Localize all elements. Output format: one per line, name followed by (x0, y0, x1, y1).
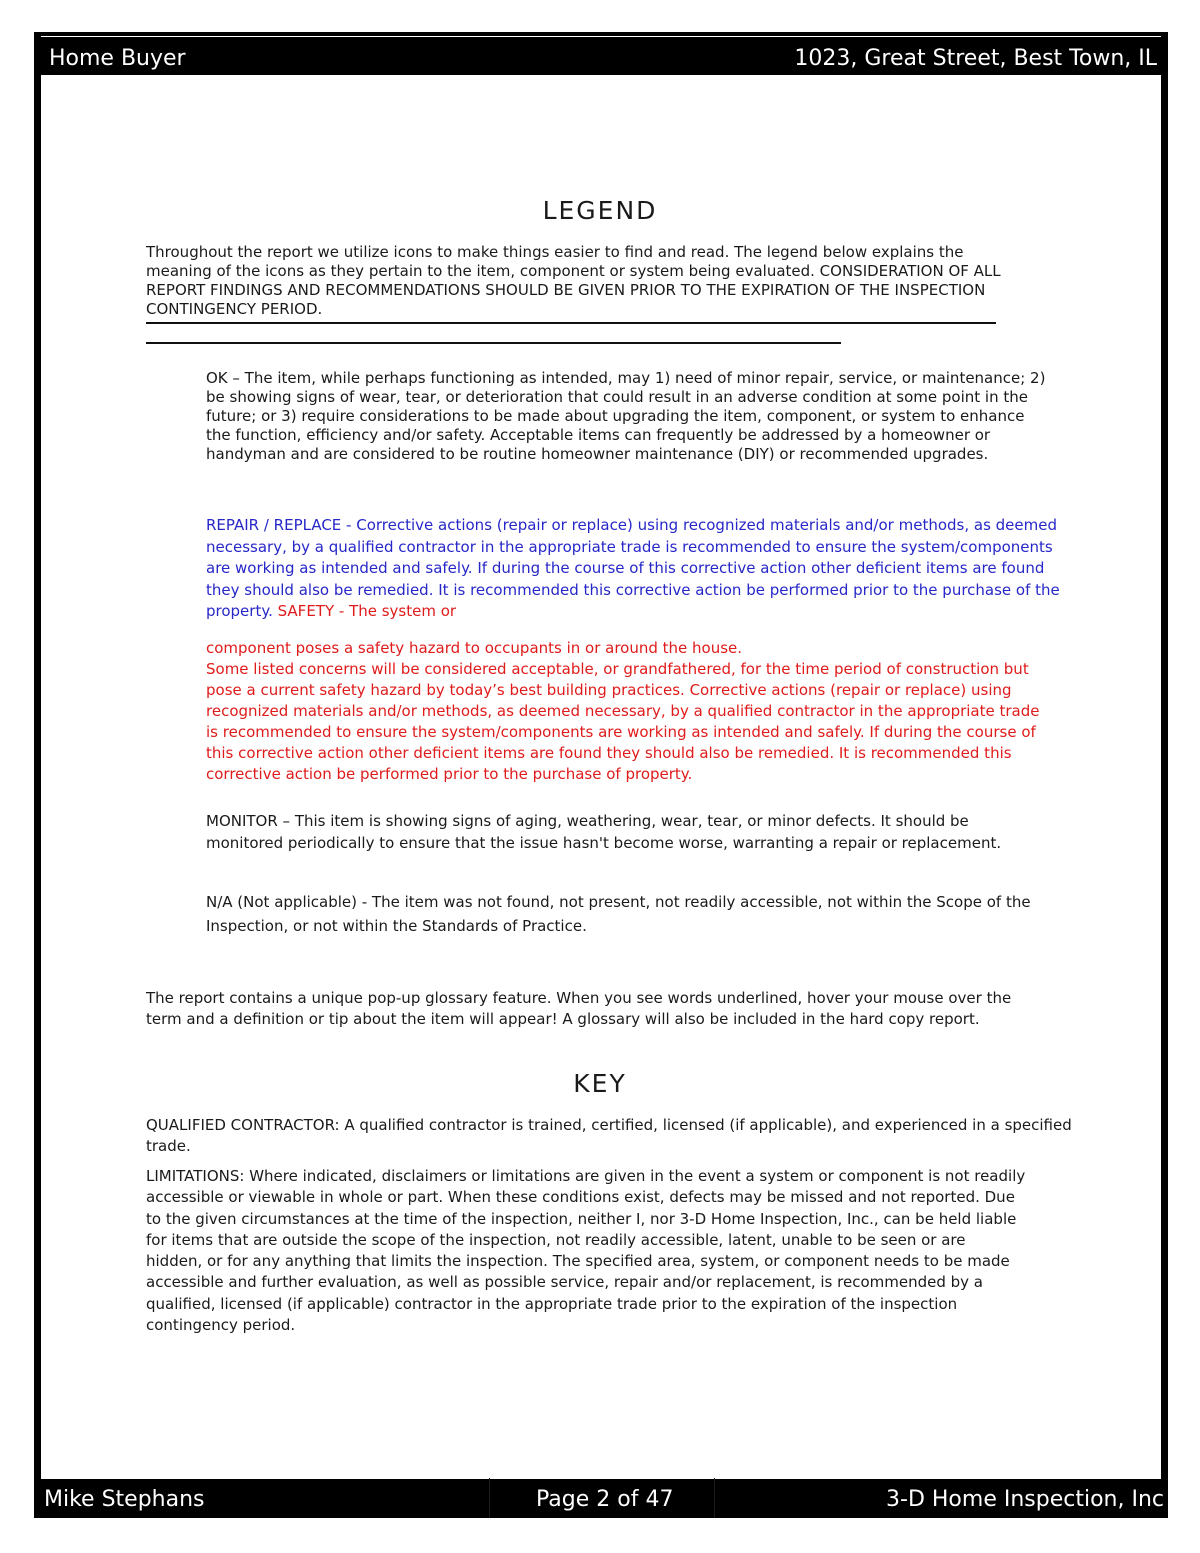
legend-ok-definition: OK – The item, while perhaps functioning as intended, may 1) need of minor repair, service, or maintenance; 2) be showing signs of wear, tear, or deterioration that could result in an adverse condition at some point in the future; or 3) require considerations to be made about upgrading the item, component, or system to enhance the function, efficiency and/or safety. Acceptable items can frequently be addressed by a homeowner or handyman and are considered to be routine homeowner maintenance (DIY) or recommended upgrades. (206, 369, 1046, 463)
footer-divider (714, 1478, 715, 1518)
divider-rule (146, 322, 996, 324)
header-client-name: Home Buyer (49, 46, 186, 71)
safety-body: Some listed concerns will be considered acceptable, or grandfathered, for the time period of construction but pose a current safety hazard by today’s best building practices. Corrective actions (repair or replace) using recognized materials and/or methods, as deemed necessary, by a qualified contractor in the appropriate trade is recommended to ensure the system/components are working as intended and safely. If during the course of this corrective action other deficient items are found they should also be remedied. It is recommended this corrective action be performed prior to the purchase of property. (206, 660, 1040, 783)
legend-repair-replace-definition (206, 515, 1078, 623)
key-qualified-contractor: QUALIFIED CONTRACTOR: A qualified contractor is trained, certified, licensed (if applicable), and experienced in a specified trade. (146, 1116, 1072, 1155)
repair-text: REPAIR / REPLACE - Corrective actions (repair or replace) using recognized materials and/or methods, as deemed necessary, by a qualified contractor in the appropriate trade is recommended to ensure the system/components are working as intended and safely. If during the course of this corrective action other deficient items are found they should also be remedied. It is recommended this corrective action be performed prior to the purchase of the property. (206, 516, 1060, 620)
glossary-note: The report contains a unique pop-up glossary feature. When you see words underlined, hover your mouse over the term and a definition or tip about the item will appear! A glossary will also be included in the hard copy report. (146, 989, 1012, 1028)
divider-rule (146, 342, 841, 344)
key-heading: KEY (573, 1069, 627, 1098)
header-property-address: 1023, Great Street, Best Town, IL (794, 46, 1157, 71)
footer-page-number: Page 2 of 47 (536, 1487, 674, 1512)
legend-safety-definition (206, 638, 1056, 785)
footer-company-name: 3-D Home Inspection, Inc (886, 1487, 1164, 1512)
safety-label-inline: SAFETY - The system or (277, 602, 457, 620)
legend-monitor-definition: MONITOR – This item is showing signs of aging, weathering, wear, tear, or minor defects. It should be monitored periodically to ensure that the issue hasn't become worse, warranting a repair or replacement. (206, 812, 1002, 852)
key-limitations: LIMITATIONS: Where indicated, disclaimers or limitations are given in the event a system or component is not readily accessible or viewable in whole or part. When these conditions exist, defects may be missed and not reported. Due to the given circumstances at the time of the inspection, neither I, nor 3-D Home Inspection, Inc., can be held liable for items that are outside the scope of the inspection, not readily accessible, latent, unable to be seen or are hidden, or for any anything that limits the inspection. The specified area, system, or component needs to be made accessible and further evaluation, as well as possible service, repair and/or replacement, is recommended by a qualified, licensed (if applicable) contractor in the appropriate trade prior to the expiration of the inspection contingency period. (146, 1167, 1026, 1335)
footer-inspector-name: Mike Stephans (44, 1487, 205, 1512)
safety-text-continued: component poses a safety hazard to occupants in or around the house. (206, 639, 743, 657)
header-rule (41, 36, 1161, 37)
legend-heading: LEGEND (542, 196, 658, 225)
legend-na-definition: N/A (Not applicable) - The item was not found, not present, not readily accessible, not within the Scope of the Inspection, or not within the Standards of Practice. (206, 893, 1031, 935)
footer-divider (489, 1478, 490, 1518)
legend-intro: Throughout the report we utilize icons to make things easier to find and read. The legend below explains the meaning of the icons as they pertain to the item, component or system being evaluated. CONSIDERATION OF ALL REPORT FINDINGS AND RECOMMENDATIONS SHOULD BE GIVEN PRIOR TO THE EXPIRATION OF THE INSPECTION CONTINGENCY PERIOD. (146, 243, 1001, 318)
